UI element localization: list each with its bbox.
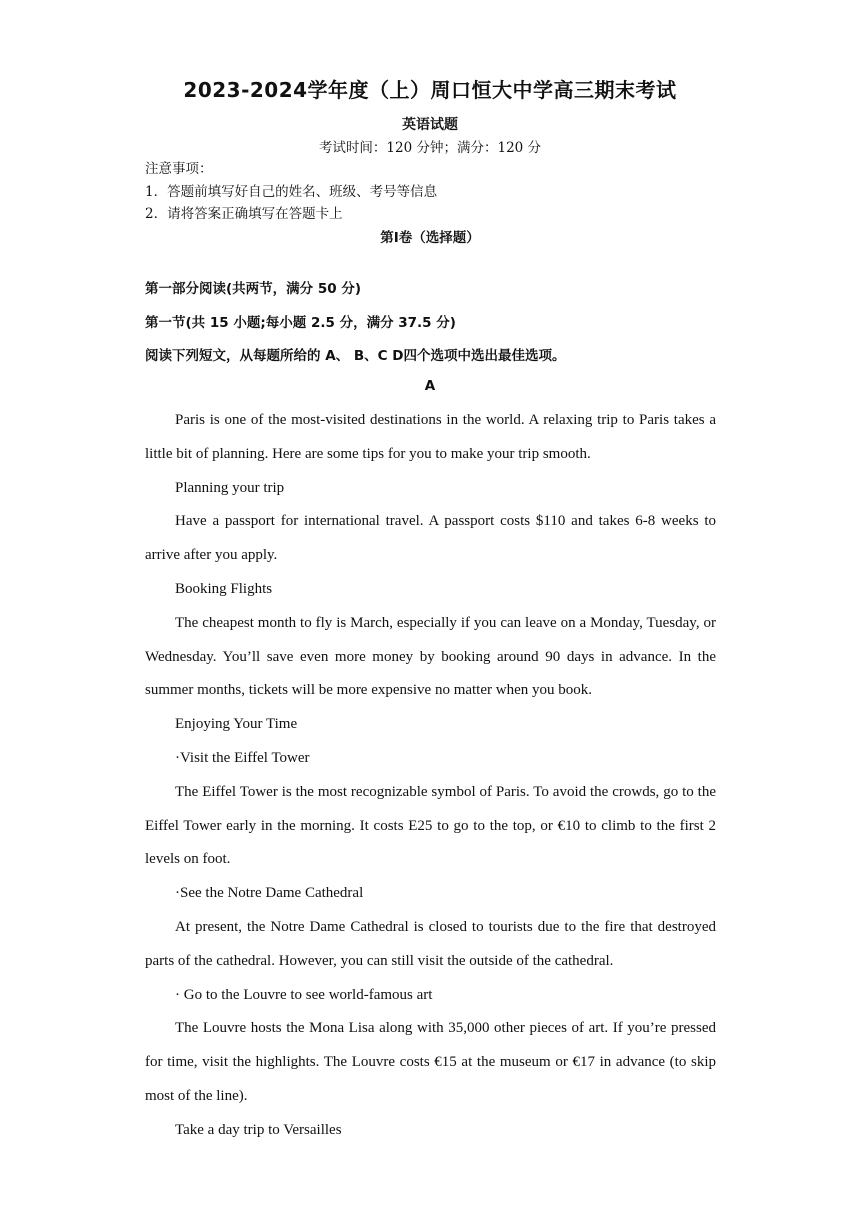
subsection-heading: 第一节(共 15 小题;每小题 2.5 分，满分 37.5 分) <box>145 315 456 331</box>
notes-item: 2．请将答案正确填写在答题卡上 <box>145 206 343 222</box>
paragraph: Paris is one of the most-visited destinations in the world. A relaxing trip to Paris takes a little bit of planning. Here are some tips for you to make your trip smooth. <box>145 412 716 462</box>
notes-block <box>145 158 437 226</box>
part-heading: 第一部分阅读(共两节，满分 50 分) <box>145 281 362 297</box>
passage-label: A <box>424 378 436 394</box>
paragraph: The cheapest month to fly is March, especially if you can leave on a Monday, Tuesday, or Wednesday. You’ll save even more money by booking around 90 days in advance. In the summer months, tickets will be more expensive no matter when you book. <box>145 614 716 699</box>
paragraph-heading: Take a day trip to Versailles <box>175 1121 342 1138</box>
notes-heading: 注意事项： <box>145 161 213 177</box>
paragraph: Have a passport for international travel. A passport costs $110 and takes 6-8 weeks to arrive after you apply. <box>145 513 716 564</box>
subject-title: 英语试题 <box>402 117 458 133</box>
paragraph: At present, the Notre Dame Cathedral is closed to tourists due to the fire that destroyed parts of the cathedral. However, you can still visit the outside of the cathedral. <box>145 918 716 969</box>
paragraph-heading: Planning your trip <box>175 479 285 496</box>
paragraph: The Eiffel Tower is the most recognizable symbol of Paris. To avoid the crowds, go to the Eiffel Tower early in the morning. It costs E25 to go to the top, or €10 to climb to the first 2 levels on foot. <box>145 783 716 868</box>
bullet-heading: ·See the Notre Dame Cathedral <box>175 885 364 902</box>
volume-title: 第Ⅰ卷（选择题） <box>380 230 480 246</box>
paragraph-heading: Enjoying Your Time <box>175 716 298 733</box>
exam-info: 考试时间：120 分钟；满分：120 分 <box>318 140 542 156</box>
bullet-heading: ·Visit the Eiffel Tower <box>175 749 310 766</box>
paragraph: The Louvre hosts the Mona Lisa along with 35,000 other pieces of art. If you’re pressed for time, visit the highlights. The Louvre costs €15 at the museum or €17 in advance (to skip most of the line). <box>145 1020 716 1104</box>
paragraph-heading: Booking Flights <box>175 580 273 597</box>
exam-title: 2023-2024学年度（上）周口恒大中学高三期末考试 <box>183 78 677 102</box>
instruction-text: 阅读下列短文，从每题所给的 A、 B、C D四个选项中选出最佳选项。 <box>145 348 566 364</box>
passage-body <box>145 404 716 1148</box>
notes-item: 1．答题前填写好自己的姓名、班级、考号等信息 <box>145 183 438 200</box>
bullet-heading: · Go to the Louvre to see world-famous art <box>175 986 433 1003</box>
